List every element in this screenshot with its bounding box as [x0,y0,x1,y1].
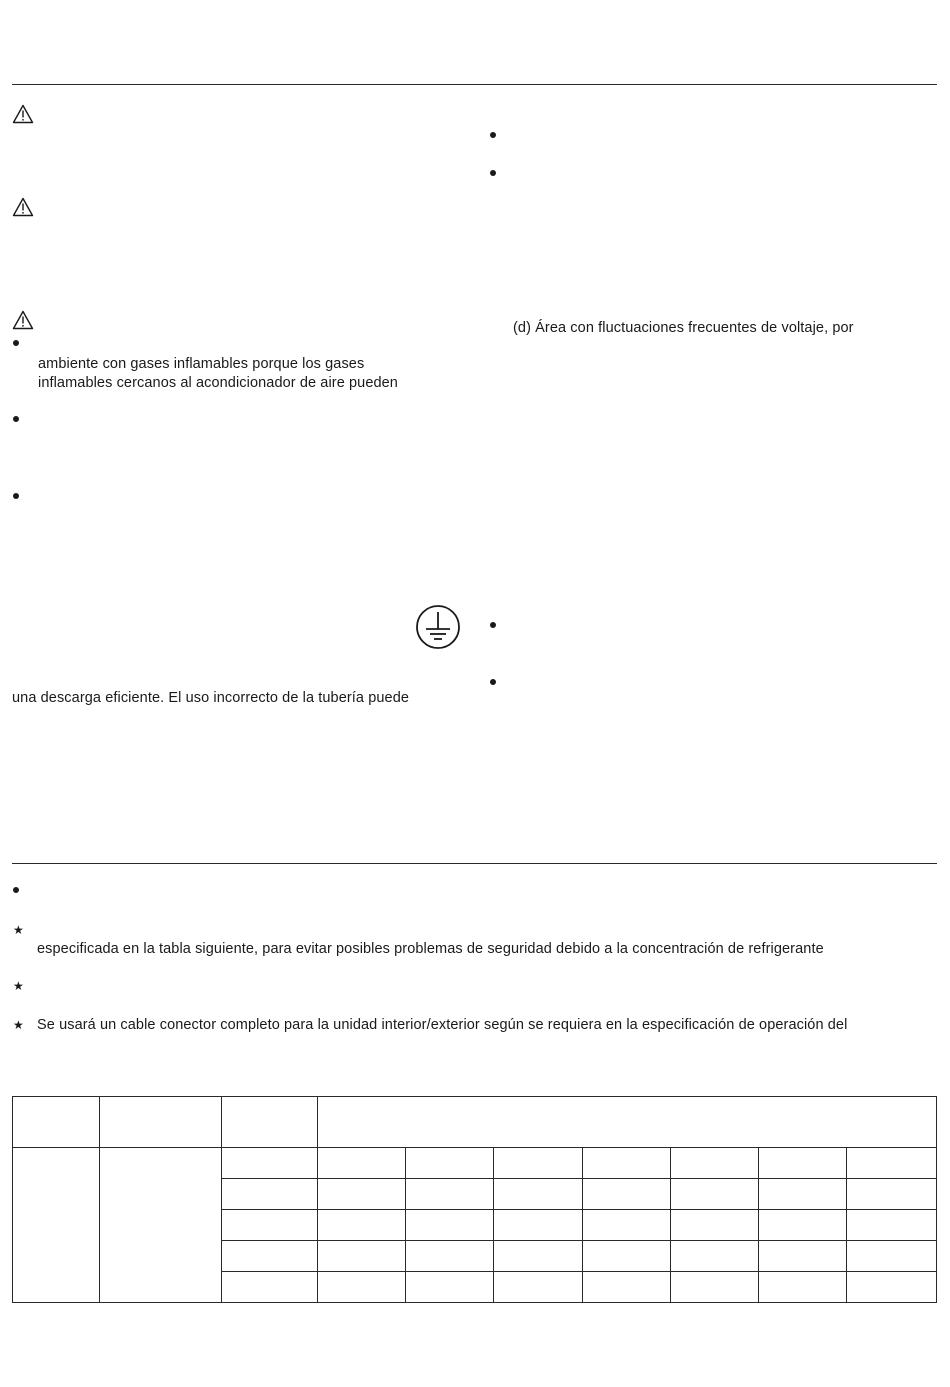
bullet-icon [13,493,19,499]
table-cell [583,1241,671,1272]
voltage-fluctuation-line: (d) Área con fluctuaciones frecuentes de voltaje, por [513,320,854,336]
refrigerant-spec-table [12,1096,937,1303]
table-header-row [13,1097,937,1148]
table-header-cell [100,1097,222,1148]
table-row [13,1148,937,1179]
flammable-gas-line-2: inflamables cercanos al acondicionador de aire pueden [38,375,398,391]
bullet-icon [490,622,496,628]
table-cell [318,1241,406,1272]
table-header-cell [13,1097,100,1148]
bullet-icon [13,416,19,422]
bullet-icon [13,340,19,346]
table-header-cell [222,1097,318,1148]
table-cell [494,1241,583,1272]
warning-triangle-icon [12,104,34,124]
top-divider [12,84,937,85]
table-cell [583,1179,671,1210]
drain-pipe-line: una descarga eficiente. El uso incorrecto de la tubería puede [12,690,410,706]
table-cell [406,1241,494,1272]
table-cell [318,1272,406,1303]
table-cell [671,1179,759,1210]
ground-symbol-icon [415,604,461,650]
table-cell [847,1179,937,1210]
table-cell [222,1148,318,1179]
section-divider [12,863,937,864]
table-cell [406,1179,494,1210]
table-cell [222,1241,318,1272]
table-cell [318,1210,406,1241]
table-cell [671,1210,759,1241]
table-reference-line: especificada en la tabla siguiente, para evitar posibles problemas de seguridad debido a la concentración de refrigerante [37,941,824,957]
table-cell [671,1148,759,1179]
table-cell [406,1210,494,1241]
table-cell [494,1179,583,1210]
table-cell [494,1148,583,1179]
table-cell [671,1272,759,1303]
warning-triangle-icon [12,310,34,330]
table-cell [759,1272,847,1303]
table-cell [759,1241,847,1272]
table-cell [759,1148,847,1179]
bullet-icon [490,679,496,685]
warning-triangle-icon [12,197,34,217]
table-cell [494,1272,583,1303]
bullet-icon [490,132,496,138]
table-cell [583,1272,671,1303]
flammable-gas-line-1: ambiente con gases inflamables porque los gases [38,356,365,372]
table-cell [583,1148,671,1179]
table-cell [318,1179,406,1210]
table-cell [494,1210,583,1241]
star-icon: ★ [13,979,24,993]
table-cell [406,1148,494,1179]
table-cell [406,1272,494,1303]
table-cell [583,1210,671,1241]
connector-cable-line: Se usará un cable conector completo para la unidad interior/exterior según se requiera en la especificación de operación del [37,1017,848,1033]
table-cell [222,1272,318,1303]
bullet-icon [490,170,496,176]
bullet-icon [13,887,19,893]
table-cell [222,1210,318,1241]
table-cell [847,1148,937,1179]
table-cell [759,1210,847,1241]
star-icon: ★ [13,1018,24,1032]
table-cell [100,1148,222,1303]
table-cell [759,1179,847,1210]
table-cell [318,1148,406,1179]
table-header-cell [318,1097,937,1148]
star-icon: ★ [13,923,24,937]
table-cell [671,1241,759,1272]
table-cell [847,1272,937,1303]
table-cell [847,1241,937,1272]
table-cell [847,1210,937,1241]
table-cell [13,1148,100,1303]
table-cell [222,1179,318,1210]
